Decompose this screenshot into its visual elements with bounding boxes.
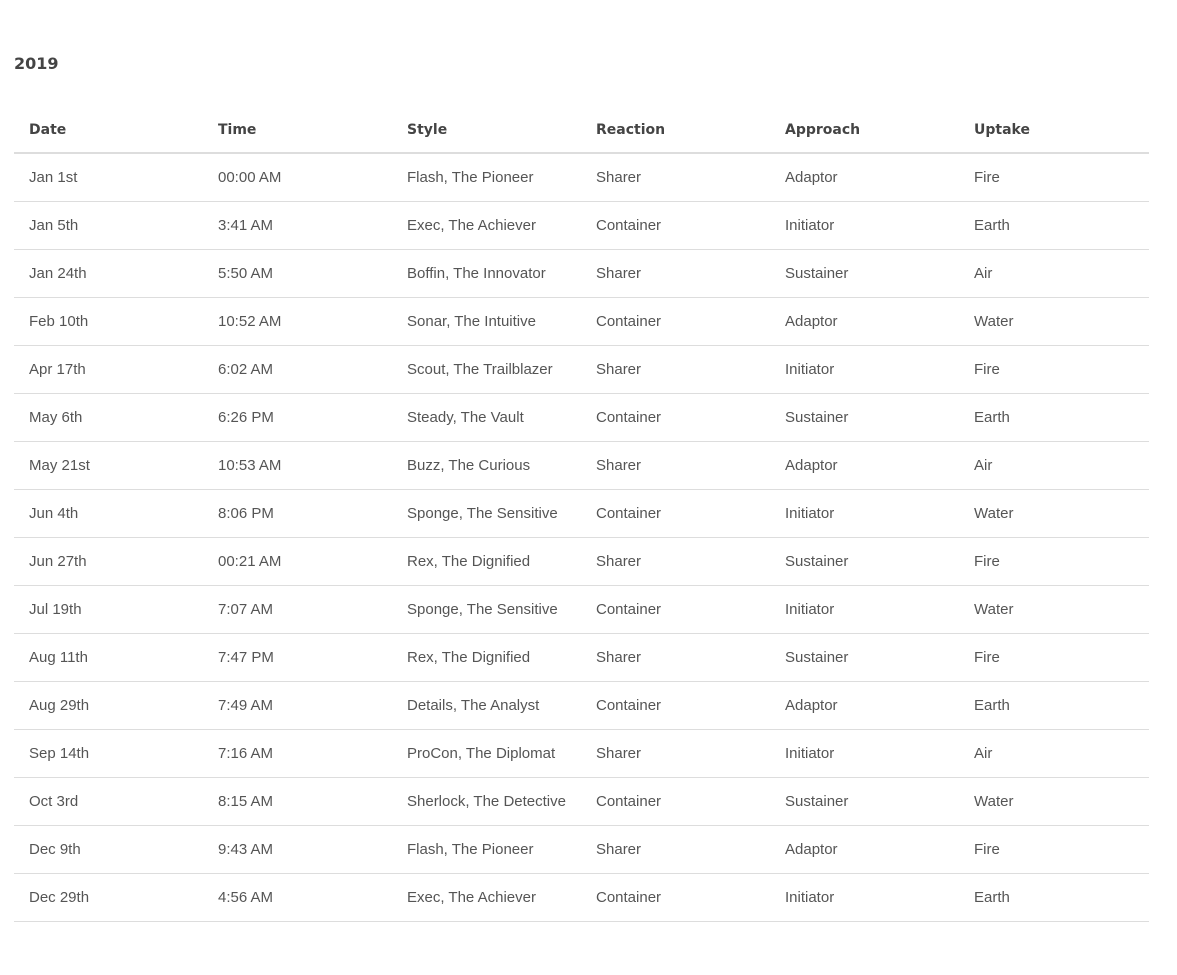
- cell-approach: Initiator: [770, 874, 959, 922]
- table-row: [14, 778, 1149, 826]
- cell-time: 6:02 AM: [203, 346, 392, 394]
- table-row: [14, 730, 1149, 778]
- table-row: [14, 586, 1149, 634]
- cell-reaction: Container: [581, 874, 770, 922]
- cell-date: May 21st: [14, 442, 203, 490]
- cell-style: Buzz, The Curious: [392, 442, 581, 490]
- cell-time: 8:06 PM: [203, 490, 392, 538]
- cell-style: Boffin, The Innovator: [392, 250, 581, 298]
- cell-date: Jul 19th: [14, 586, 203, 634]
- cell-approach: Adaptor: [770, 682, 959, 730]
- cell-style: ProCon, The Diplomat: [392, 730, 581, 778]
- cell-date: Jan 5th: [14, 202, 203, 250]
- table-row: [14, 442, 1149, 490]
- cell-reaction: Sharer: [581, 346, 770, 394]
- schedule-table: [14, 108, 1149, 922]
- cell-approach: Sustainer: [770, 634, 959, 682]
- table-row: [14, 490, 1149, 538]
- cell-reaction: Sharer: [581, 250, 770, 298]
- cell-style: Details, The Analyst: [392, 682, 581, 730]
- table-row: [14, 826, 1149, 874]
- cell-time: 8:15 AM: [203, 778, 392, 826]
- cell-approach: Sustainer: [770, 778, 959, 826]
- cell-date: Aug 11th: [14, 634, 203, 682]
- cell-reaction: Sharer: [581, 730, 770, 778]
- cell-approach: Sustainer: [770, 394, 959, 442]
- cell-style: Exec, The Achiever: [392, 202, 581, 250]
- cell-uptake: Water: [959, 490, 1149, 538]
- cell-time: 00:21 AM: [203, 538, 392, 586]
- cell-date: Jun 4th: [14, 490, 203, 538]
- cell-time: 7:49 AM: [203, 682, 392, 730]
- header-reaction: Reaction: [581, 108, 770, 153]
- cell-style: Sponge, The Sensitive: [392, 490, 581, 538]
- cell-style: Rex, The Dignified: [392, 634, 581, 682]
- cell-reaction: Sharer: [581, 634, 770, 682]
- cell-uptake: Air: [959, 250, 1149, 298]
- cell-time: 6:26 PM: [203, 394, 392, 442]
- cell-style: Exec, The Achiever: [392, 874, 581, 922]
- cell-uptake: Earth: [959, 202, 1149, 250]
- table-row: [14, 874, 1149, 922]
- cell-reaction: Container: [581, 682, 770, 730]
- table-row: [14, 682, 1149, 730]
- cell-approach: Sustainer: [770, 250, 959, 298]
- cell-uptake: Water: [959, 778, 1149, 826]
- cell-time: 10:53 AM: [203, 442, 392, 490]
- cell-uptake: Earth: [959, 682, 1149, 730]
- cell-style: Rex, The Dignified: [392, 538, 581, 586]
- cell-date: Jun 27th: [14, 538, 203, 586]
- table-row: [14, 394, 1149, 442]
- cell-approach: Adaptor: [770, 442, 959, 490]
- cell-reaction: Container: [581, 202, 770, 250]
- header-date: Date: [14, 108, 203, 153]
- cell-approach: Adaptor: [770, 298, 959, 346]
- table-row: [14, 538, 1149, 586]
- cell-time: 5:50 AM: [203, 250, 392, 298]
- cell-uptake: Earth: [959, 874, 1149, 922]
- cell-uptake: Fire: [959, 538, 1149, 586]
- cell-reaction: Container: [581, 490, 770, 538]
- table-row: [14, 298, 1149, 346]
- table-row: [14, 634, 1149, 682]
- cell-uptake: Air: [959, 730, 1149, 778]
- header-time: Time: [203, 108, 392, 153]
- cell-reaction: Sharer: [581, 538, 770, 586]
- cell-style: Steady, The Vault: [392, 394, 581, 442]
- cell-time: 3:41 AM: [203, 202, 392, 250]
- cell-uptake: Fire: [959, 634, 1149, 682]
- table-body: [14, 153, 1149, 922]
- cell-date: May 6th: [14, 394, 203, 442]
- table-row: [14, 202, 1149, 250]
- header-style: Style: [392, 108, 581, 153]
- table-row: [14, 346, 1149, 394]
- cell-time: 7:07 AM: [203, 586, 392, 634]
- cell-date: Feb 10th: [14, 298, 203, 346]
- cell-approach: Initiator: [770, 346, 959, 394]
- cell-approach: Adaptor: [770, 153, 959, 202]
- cell-date: Apr 17th: [14, 346, 203, 394]
- cell-reaction: Sharer: [581, 442, 770, 490]
- cell-approach: Initiator: [770, 202, 959, 250]
- cell-style: Sherlock, The Detective: [392, 778, 581, 826]
- cell-date: Oct 3rd: [14, 778, 203, 826]
- cell-reaction: Container: [581, 586, 770, 634]
- cell-reaction: Sharer: [581, 153, 770, 202]
- cell-time: 10:52 AM: [203, 298, 392, 346]
- table-header: [14, 108, 1149, 153]
- cell-time: 00:00 AM: [203, 153, 392, 202]
- cell-approach: Sustainer: [770, 538, 959, 586]
- table-row: [14, 250, 1149, 298]
- cell-date: Dec 9th: [14, 826, 203, 874]
- header-uptake: Uptake: [959, 108, 1149, 153]
- cell-uptake: Air: [959, 442, 1149, 490]
- cell-time: 4:56 AM: [203, 874, 392, 922]
- cell-uptake: Earth: [959, 394, 1149, 442]
- cell-uptake: Fire: [959, 153, 1149, 202]
- cell-reaction: Container: [581, 394, 770, 442]
- cell-date: Dec 29th: [14, 874, 203, 922]
- cell-style: Flash, The Pioneer: [392, 826, 581, 874]
- table-row: [14, 153, 1149, 202]
- cell-date: Jan 1st: [14, 153, 203, 202]
- cell-style: Sponge, The Sensitive: [392, 586, 581, 634]
- cell-approach: Initiator: [770, 730, 959, 778]
- cell-date: Jan 24th: [14, 250, 203, 298]
- cell-time: 7:47 PM: [203, 634, 392, 682]
- cell-uptake: Fire: [959, 346, 1149, 394]
- section-title: 2019: [14, 54, 59, 73]
- cell-style: Flash, The Pioneer: [392, 153, 581, 202]
- cell-date: Aug 29th: [14, 682, 203, 730]
- cell-approach: Initiator: [770, 586, 959, 634]
- cell-date: Sep 14th: [14, 730, 203, 778]
- cell-time: 9:43 AM: [203, 826, 392, 874]
- cell-uptake: Fire: [959, 826, 1149, 874]
- cell-approach: Initiator: [770, 490, 959, 538]
- header-row: [14, 108, 1149, 153]
- cell-time: 7:16 AM: [203, 730, 392, 778]
- header-approach: Approach: [770, 108, 959, 153]
- cell-reaction: Container: [581, 778, 770, 826]
- cell-approach: Adaptor: [770, 826, 959, 874]
- cell-uptake: Water: [959, 586, 1149, 634]
- cell-style: Sonar, The Intuitive: [392, 298, 581, 346]
- cell-uptake: Water: [959, 298, 1149, 346]
- cell-reaction: Sharer: [581, 826, 770, 874]
- cell-style: Scout, The Trailblazer: [392, 346, 581, 394]
- cell-reaction: Container: [581, 298, 770, 346]
